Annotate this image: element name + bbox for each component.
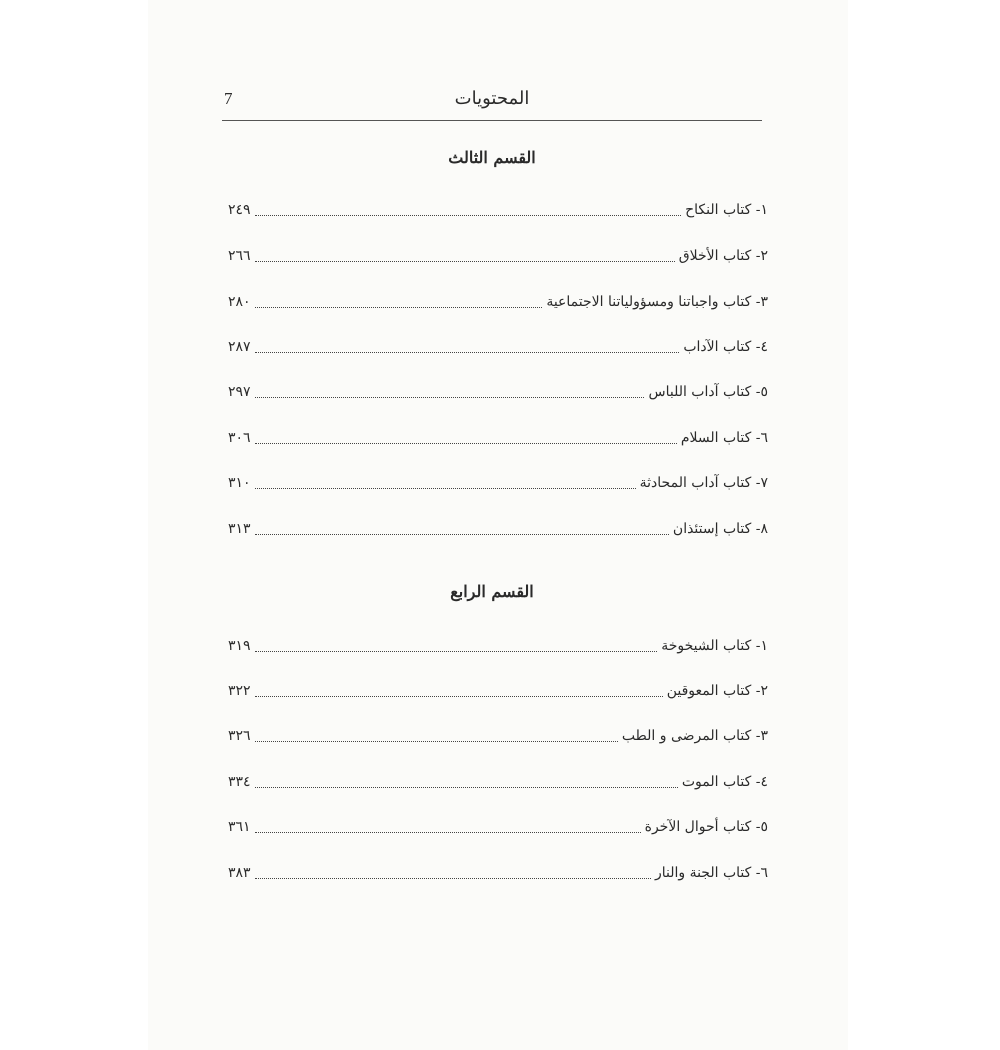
toc-entry-page: ٣١٩: [228, 638, 251, 654]
toc-entry-page: ٢٩٧: [228, 384, 251, 400]
toc-entry[interactable]: [228, 815, 768, 839]
toc-entry-label: ٤- كتاب الآداب: [683, 339, 768, 355]
toc-entry-page: ٣١٠: [228, 475, 251, 491]
toc-entry-label: ٥- كتاب أحوال الآخرة: [644, 819, 768, 835]
toc-entry[interactable]: [228, 679, 768, 703]
toc-entry[interactable]: [228, 861, 768, 885]
toc-entry-page: ٣١٣: [228, 521, 251, 537]
section-title-third: القسم الثالث: [448, 148, 536, 167]
toc-entry-label: ٥- كتاب آداب اللباس: [648, 384, 768, 400]
toc-entry[interactable]: [228, 471, 768, 495]
toc-entry[interactable]: [228, 770, 768, 794]
toc-entry[interactable]: [228, 724, 768, 748]
toc-entry-label: ٦- كتاب الجنة والنار: [654, 865, 768, 881]
toc-entry-page: ٣٦١: [228, 819, 251, 835]
toc-entry-page: ٣٠٦: [228, 430, 251, 446]
page-number: 7: [224, 89, 233, 108]
page-header: [222, 86, 762, 121]
toc-entry-label: ٦- كتاب السلام: [680, 430, 768, 446]
dot-leader: [255, 488, 636, 489]
dot-leader: [255, 696, 663, 697]
toc-entry[interactable]: [228, 290, 768, 314]
toc-entry-page: ٣٨٣: [228, 865, 251, 881]
toc-entry-label: ٣- كتاب واجباتنا ومسؤولياتنا الاجتماعية: [546, 294, 768, 310]
toc-entry-page: ٢٦٦: [228, 248, 251, 264]
toc-entry-label: ٢- كتاب المعوقين: [666, 683, 768, 699]
toc-entry[interactable]: [228, 426, 768, 450]
toc-entry-page: ٣٢٦: [228, 728, 251, 744]
toc-entry-label: ٧- كتاب آداب المحادثة: [639, 475, 768, 491]
dot-leader: [255, 741, 618, 742]
section-title-fourth: القسم الرابع: [450, 582, 534, 601]
dot-leader: [255, 352, 680, 353]
dot-leader: [255, 651, 658, 652]
toc-entry[interactable]: [228, 244, 768, 268]
running-title: المحتويات: [454, 88, 530, 109]
toc-entry-label: ١- كتاب الشيخوخة: [661, 638, 768, 654]
dot-leader: [255, 787, 678, 788]
dot-leader: [255, 261, 675, 262]
toc-entry-label: ٨- كتاب إستئذان: [672, 521, 768, 537]
dot-leader: [255, 215, 682, 216]
toc-entry[interactable]: [228, 380, 768, 404]
toc-entry-page: ٢٨٠: [228, 294, 251, 310]
toc-entry-page: ٢٤٩: [228, 202, 251, 218]
toc-entry[interactable]: [228, 517, 768, 541]
toc-entry[interactable]: [228, 634, 768, 658]
toc-entry-label: ٤- كتاب الموت: [681, 774, 768, 790]
dot-leader: [255, 443, 677, 444]
toc-entry-page: ٢٨٧: [228, 339, 251, 355]
toc-entry-label: ٢- كتاب الأخلاق: [678, 248, 768, 264]
toc-entry-label: ٣- كتاب المرضى و الطب: [621, 728, 768, 744]
dot-leader: [255, 534, 669, 535]
toc-entry[interactable]: [228, 335, 768, 359]
toc-entry-page: ٣٢٢: [228, 683, 251, 699]
dot-leader: [255, 878, 651, 879]
toc-entry-page: ٣٣٤: [228, 774, 251, 790]
dot-leader: [255, 307, 543, 308]
dot-leader: [255, 397, 645, 398]
toc-entry-label: ١- كتاب النكاح: [685, 202, 768, 218]
dot-leader: [255, 832, 641, 833]
toc-entry[interactable]: [228, 198, 768, 222]
